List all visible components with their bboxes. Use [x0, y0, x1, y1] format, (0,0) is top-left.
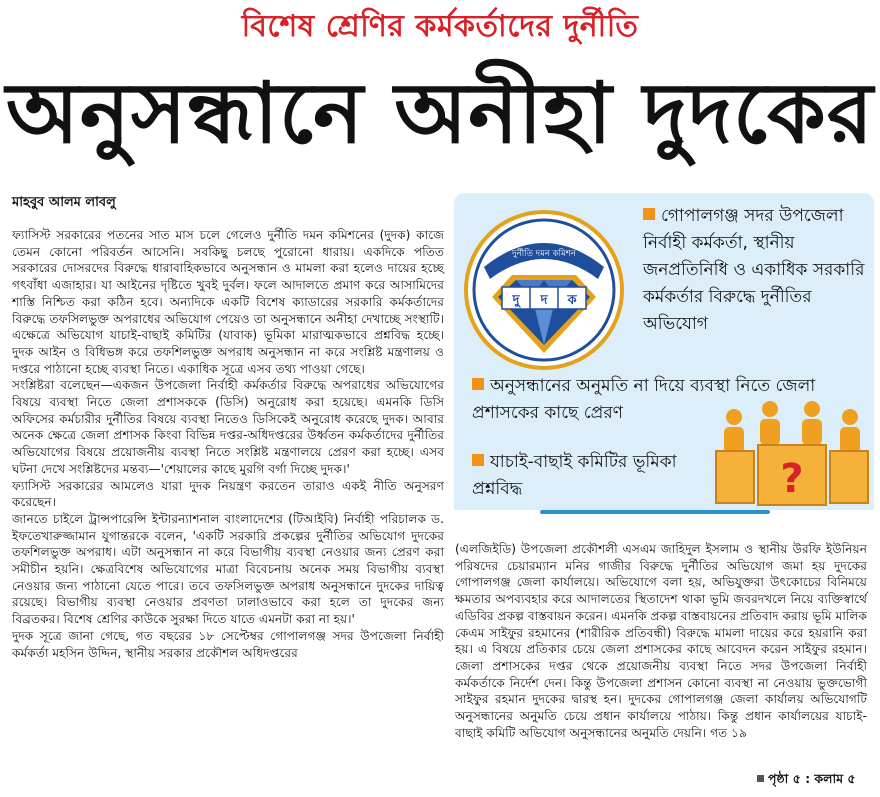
paragraph: সংশ্লিষ্টরা বলেছেন—একজন উপজেলা নির্বাহী কর্মকর্তার বিরুদ্ধে অপরাধের অভিযোগের বিষয়ে ব্যবস্থা নিতে জেলা প্রশাসককে (ডিসি) অনুরোধ করা হয়েছে। এমনকি ডিসি অফিসের কর্মচারীর দুর্নীতির বিষয়ে ব্যবস্থা নিতেও ডিসিকেই অনুরোধ করেছে দুদক। আবার অনেক ক্ষেত্রে জেলা প্রশাসক কিংবা বিভিন্ন দপ্তর-অধিদপ্তরের উর্ধ্বতন কর্মকর্তাদের দুর্নীতির অভিযোগের বিষয়ে প্রয়োজনীয় ব্যবস্থা নিতে সংশ্লিষ্ট মন্ত্রণালয়ে প্রেরণ করা হচ্ছে। এসব ঘটনা দেখে সংশ্লিষ্টদের মন্তব্য—'শেয়ালের কাছে মুরগি বর্গা দিচ্ছে দুদক।' [12, 378, 444, 476]
highlight-text: গোপালগঞ্জ সদর উপজেলা নির্বাহী কর্মকর্তা, স্থানীয় জনপ্রতিনিধি ও একাধিক সরকারি কর্মকর্তার বিরুদ্ধে দুর্নীতির অভিযোগ [643, 206, 865, 334]
orange-square-icon [472, 378, 484, 390]
highlight-text: অনুসন্ধানের অনুমতি না দিয়ে ব্যবস্থা নিতে জেলা প্রশাসকের কাছে প্রেরণ [472, 376, 816, 423]
continued-reference [757, 771, 856, 791]
paragraph: দুদক সূত্রে জানা গেছে, গত বছরের ১৮ সেপ্টেম্বর গোপালগঞ্জ সদর উপজেলা নির্বাহী কর্মকর্তা মহসিন উদ্দিন, স্থানীয় সরকার প্রকৌশল অধিদপ্তরের [12, 628, 444, 660]
paragraph: ফ্যাসিস্ট সরকারের আমলেও যারা দুদক নিয়ন্ত্রণ করতেন তারাও একই নীতি অনুসরণ করেছেন। [12, 478, 444, 510]
question-mark-icon: ? [780, 456, 804, 502]
acc-logo [462, 205, 627, 375]
logo-letter: দ [540, 293, 548, 308]
highlight-item [643, 203, 873, 338]
logo-ring-text: দুর্নীতি দমন কমিশন [512, 249, 576, 259]
kicker-headline: বিশেষ শ্রেণির কর্মকর্তাদের দুর্নীতি [241, 9, 639, 44]
paragraph: (এলজিইডি) উপজেলা প্রকৌশলী এসএম জাহিদুল ইসলাম ও স্থানীয় উরফি ইউনিয়ন পরিষদের চেয়ারম্যান মনির গাজীর বিরুদ্ধে দুর্নীতির অভিযোগ জমা হয় দুদকের গোপালগঞ্জ জেলা কার্যালয়ে। অভিযোগে বলা হয়, অভিযুক্তরা উৎকোচের বিনিময়ে ক্ষমতার অপব্যবহার করে আদালতের স্থিতাদেশ থাকা ভূমি জবরদখলে নিয়ে ব্যক্তিস্বার্থে এডিবির প্রকল্প বাস্তবায়ন করেন। এমনকি প্রকল্প বাস্তবায়নের প্রতিবাদ করায় ভূমি মালিক কেএম সাইফুর রহমানের (শারীরিক প্রতিবন্ধী) বিরুদ্ধে মামলা দায়ের করে হয়রানি করা হয়। এ বিষয়ে প্রতিকার চেয়ে জেলা প্রশাসকের কাছে আবেদন করেন সাইফুর রহমান। জেলা প্রশাসকের দপ্তর থেকে প্রয়োজনীয় ব্যবস্থা নিতে সদর উপজেলা নির্বাহী কর্মকর্তাকে নির্দেশ দেন। কিন্তু উপজেলা প্রশাসন কোনো ব্যবস্থা না নেওয়ায় ভুক্তভোগী সাইফুর রহমান দুদকের দ্বারস্থ হন। দুদকের গোপালগঞ্জ জেলা কার্যালয় অভিযোগটি অনুসন্ধানের অনুমতি চেয়ে প্রধান কার্যালয়ে পাঠায়। কিন্তু প্রধান কার্যালয়ের যাচাই-বাছাই কমিটি অভিযোগ অনুসন্ধানের অনুমতি দেয়নি। গত ১৯ [455, 542, 867, 740]
highlight-item [472, 449, 712, 503]
logo-letter: দু [512, 293, 520, 308]
paragraph: ফ্যাসিস্ট সরকারের পতনের সাত মাস চলে গেলেও দুর্নীতি দমন কমিশনের (দুদক) কাজে তেমন কোনো পরিবর্তন আসেনি। সবকিছু চলছে পুরোনো ধারায়। একদিকে পতিত সরকারের দোসরদের বিরুদ্ধে ধারাবাহিকভাবে অনুসন্ধান ও মামলা করা হলেও দায়ের হচ্ছে গৎবাঁধা এজাহার। যা আইনের দৃষ্টিতে খুবই দুর্বল। ফলে আদালতে প্রমাণ করে আসামিদের শাস্তি নিশ্চিত করা কঠিন হবে। অন্যদিকে একটি বিশেষ ক্যাডারের সরকারি কর্মকর্তাদের বিরুদ্ধে তফসিলভুক্ত অপরাধের অভিযোগ পেয়েও তা অনুসন্ধানে অনীহা দেখাচ্ছে সংস্থাটি। এক্ষেত্রে অভিযোগ যাচাই-বাছাই কমিটির (যাবাক) ভূমিকা মারাত্মকভাবে প্রশ্নবিদ্ধ হচ্ছে। দুদক আইন ও বিধিভঙ্গ করে তফশিলভুক্ত অপরাধ অনুসন্ধান না করে সংশ্লিষ্ট মন্ত্রণালয় ও দপ্তরে পাঠানো হচ্ছে ব্যবস্থা নিতে। একাধিক সূত্রে এসব তথ্য পাওয়া গেছে। [12, 228, 444, 376]
article-column-left [12, 227, 444, 661]
orange-square-icon [472, 454, 484, 466]
paragraph: জানতে চাইলে ট্রান্সপারেন্সি ইন্টারন্যাশনাল বাংলাদেশের (টিআইবি) নির্বাহী পরিচালক ড. ইফতেখারুজ্জামান যুগান্তরকে বলেন, 'একটি সরকারি প্রকল্পের দুর্নীতির অভিযোগ দুদকের তফশিলভুক্ত অপরাধ। এটা অনুসন্ধান না করে বিভাগীয় ব্যবস্থা নেওয়ার জন্য প্রেরণ করা সমীচীন হয়নি। ক্ষেত্রবিশেষ অভিযোগের মাত্রা বিবেচনায় অনেক সময় বিভাগীয় ব্যবস্থা নেওয়ার জন্য পাঠানো যেতে পারে। তবে তফসিলভুক্ত অপরাধ অনুসন্ধানে দুদকের দায়িত্ব রয়েছে। বিভাগীয় ব্যবস্থা নেওয়ার প্রবণতা ঢালাওভাবে করা হলে তা দুদকের জন্য বিব্রতকর। বিশেষ শ্রেণির কাউকে সুরক্ষা দিতে যাতে এমনটা করা না হয়।' [12, 511, 444, 627]
square-icon [757, 775, 764, 782]
orange-square-icon [643, 208, 655, 220]
highlight-text: যাচাই-বাছাই কমিটির ভূমিকা প্রশ্নবিদ্ধ [472, 452, 677, 499]
continued-text: পৃষ্ঠা ৫ : কলাম ৫ [768, 771, 856, 786]
panel-underline [540, 510, 770, 514]
article-column-right [455, 541, 867, 741]
meeting-illustration [712, 395, 872, 510]
main-headline: অনুসন্ধানে অনীহা দুদকের [5, 64, 875, 162]
byline: মাহবুব আলম লাবলু [12, 195, 116, 210]
logo-letter: ক [567, 293, 577, 308]
